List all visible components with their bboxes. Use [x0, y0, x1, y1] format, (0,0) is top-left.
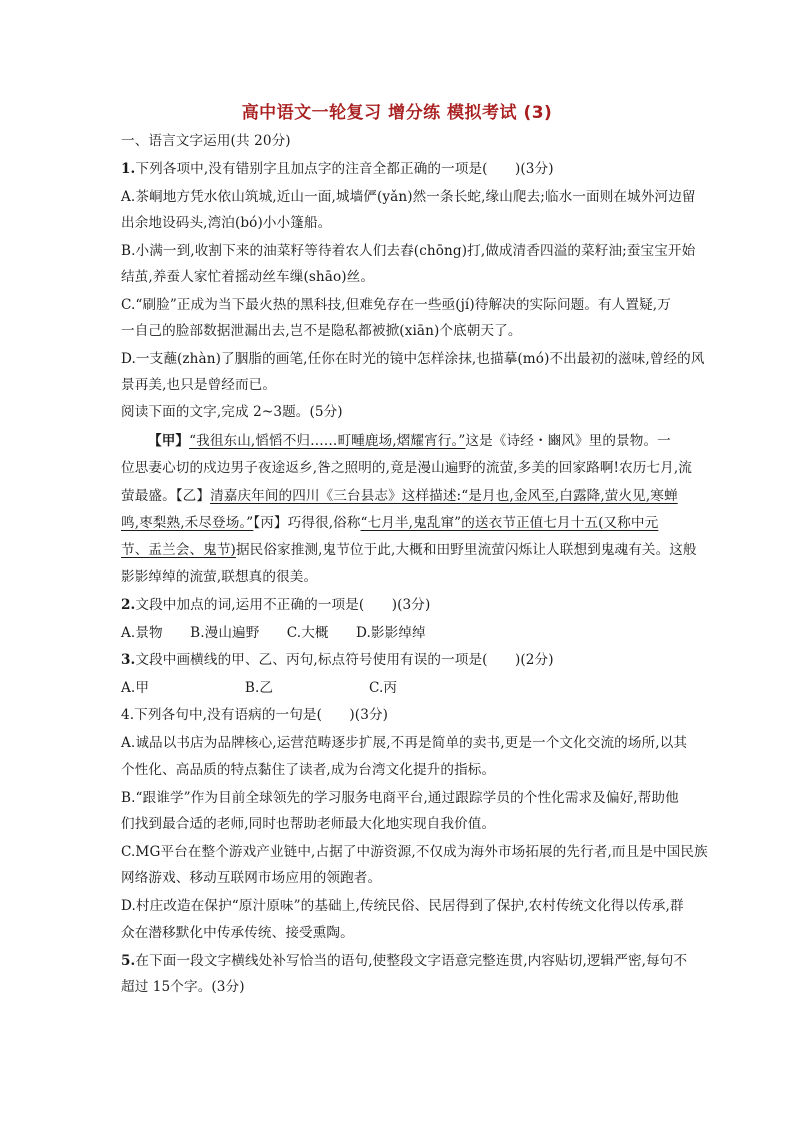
option-4c-line-2: 网络游戏、移动互联网市场应用的领跑者。 — [121, 870, 382, 886]
question-4-stem: 4.下列各句中,没有语病的一句是( )(3分) — [121, 707, 389, 723]
passage-line-6: 影影绰绰的流萤,联想真的很美。 — [121, 569, 318, 585]
question-1-stem: 1.下列各项中,没有错别字且加点字的注音全都正确的一项是( )(3分) — [121, 161, 554, 177]
option-1a-line-2: 出余地设码头,湾泊(bó)小小篷船。 — [121, 215, 332, 231]
option-4b-line-2: 们找到最合适的老师,同时也帮助老师最大化地实现自我价值。 — [121, 816, 496, 832]
passage-line-1: 【甲】“我徂东山,慆慆不归……町畽鹿场,熠耀宵行。”这是《诗经・豳风》里的景物。一 — [148, 433, 671, 449]
option-1c-line-1: C.“刷脸”正成为当下最火热的黑科技,但难免存在一些亟(jí)待解决的实际问题。有人置疑,万 — [121, 297, 671, 313]
question-number: 3. — [121, 652, 136, 668]
document-title: 高中语文一轮复习 增分练 模拟考试 (3) — [241, 103, 553, 123]
option-1d-line-1: D.一支蘸(zhàn)了胭脂的画笔,任你在时光的镜中怎样涂抹,也描摹(mó)不出最初的滋味,曾经的风 — [121, 351, 705, 367]
underlined-sentence-jia: “我徂东山,慆慆不归……町畽鹿场,熠耀宵行。” — [189, 433, 466, 449]
passage-line-4: 鸣,枣梨熟,禾尽登场。”【丙】巧得很,俗称“七月半,鬼乱窜”的送衣节正值七月十五(又称中元 — [121, 515, 659, 531]
question-number: 5. — [121, 953, 136, 969]
option-1c-line-2: 一自己的脸部数据泄漏出去,岂不是隐私都被掀(xiān)个底朝天了。 — [121, 323, 522, 339]
question-number: 2. — [121, 597, 136, 613]
passage-line-5: 节、盂兰会、鬼节)据民俗家推测,鬼节位于此,大概和田野里流萤闪烁让人联想到鬼魂有关。这般 — [121, 542, 697, 558]
underlined-sentence-bing: “七月半,鬼乱窜”的送衣节正值七月十五(又称中元 — [360, 515, 659, 531]
section-heading: 一、语言文字运用(共 20分) — [121, 133, 291, 149]
question-5-stem-line-2: 超过 15个字。(3分) — [121, 979, 245, 995]
underlined-sentence-yi: 清嘉庆年间的四川《三台县志》这样描述:“是月也,金风至,白露降,萤火见,寒蝉 — [210, 488, 678, 504]
question-2-stem: 2.文段中加点的词,运用不正确的一项是( )(3分) — [121, 597, 431, 613]
passage-line-2: 位思妻心切的戍边男子夜途返乡,昝之照明的,竟是漫山遍野的流萤,多美的回家路啊!农历七月,流 — [121, 460, 692, 476]
option-4b-line-1: B.“跟谁学”作为目前全球领先的学习服务电商平台,通过跟踪学员的个性化需求及偏好,帮助他 — [121, 790, 679, 806]
option-4d-line-2: 众在潜移默化中传承传统、接受熏陶。 — [121, 925, 354, 941]
reading-instruction: 阅读下面的文字,完成 2~3题。(5分) — [121, 404, 343, 420]
option-4c-line-1: C.MG平台在整个游戏产业链中,占据了中游资源,不仅成为海外市场拓展的先行者,而且是中国民族 — [121, 844, 708, 860]
option-1a-line-1: A.茶峒地方凭水依山筑城,近山一面,城墙俨(yǎn)然一条长蛇,缘山爬去;临水一面则在城外河边留 — [121, 189, 696, 205]
option-4a-line-1: A.诚品以书店为品牌核心,运营范畴逐步扩展,不再是简单的卖书,更是一个文化交流的场所,以其 — [121, 735, 688, 751]
option-1b-line-2: 结茧,养蚕人家忙着摇动丝车缫(shāo)丝。 — [121, 269, 375, 285]
question-2-options: A.景物 B.漫山遍野 C.大概 D.影影绰绰 — [121, 625, 426, 641]
option-4a-line-2: 个性化、高品质的特点黏住了读者,成为台湾文化提升的指标。 — [121, 762, 496, 778]
passage-line-3: 萤最盛。【乙】清嘉庆年间的四川《三台县志》这样描述:“是月也,金风至,白露降,萤火见,寒蝉 — [121, 488, 678, 504]
question-5-stem: 5.在下面一段文字横线处补写恰当的语句,使整段文字语意完整连贯,内容贴切,逻辑严密,每句不 — [121, 953, 688, 969]
option-1b-line-1: B.小满一到,收割下来的油菜籽等待着农人们去舂(chōng)打,做成清香四溢的菜籽油;蚕宝宝开始 — [121, 243, 696, 259]
option-1d-line-2: 景再美,也只是曾经而已。 — [121, 377, 277, 393]
question-3-stem: 3.文段中画横线的甲、乙、丙句,标点符号使用有误的一项是( )(2分) — [121, 652, 554, 668]
question-number: 1. — [121, 161, 136, 177]
option-4d-line-1: D.村庄改造在保护“原汁原味”的基础上,传统民俗、民居得到了保护,农村传统文化得以传承,群 — [121, 898, 684, 914]
question-3-options: A.甲 B.乙 C.丙 — [121, 680, 398, 696]
